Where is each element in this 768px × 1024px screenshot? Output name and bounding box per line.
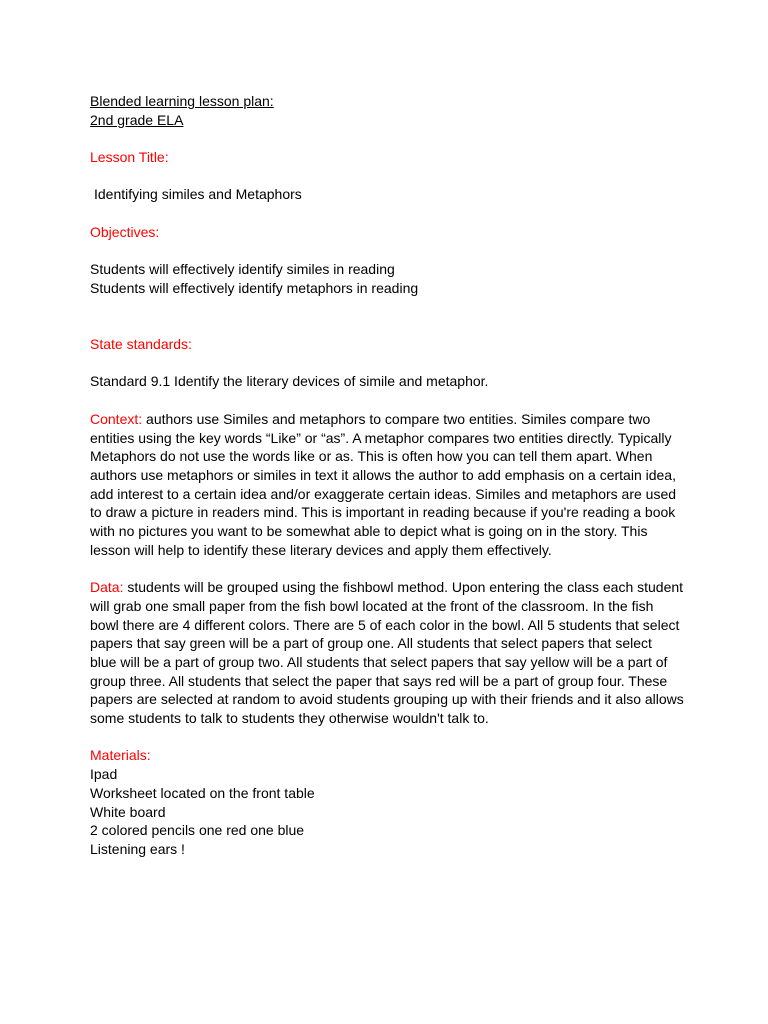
state-standards-value: Standard 9.1 Identify the literary devices of simile and metaphor. xyxy=(90,373,489,390)
context-label: Context: xyxy=(90,410,143,427)
context-text-line: entities using the key words “Like” or “as”. A metaphor compares two entities directly. Typically xyxy=(90,429,672,446)
materials-label: Materials: xyxy=(90,747,151,764)
document-title-line-2: 2nd grade ELA xyxy=(90,111,184,128)
materials-item: Ipad xyxy=(90,766,118,783)
context-text-line: to draw a picture in readers mind. This is important in reading because if you're reading a book xyxy=(90,504,676,521)
materials-item: Worksheet located on the front table xyxy=(90,784,315,801)
data-text-line: group three. All students that select the paper that says red will be a part of group four. These xyxy=(90,672,668,689)
data-text-line: bowl there are 4 different colors. There are 5 of each color in the bowl. All 5 students that select xyxy=(90,616,680,633)
lesson-plan-document xyxy=(90,92,690,859)
context-text-line: with no pictures you want to be somewhat able to depict what is going on in the story. This xyxy=(90,523,648,540)
data-paragraph xyxy=(90,578,690,728)
context-text-line: Metaphors do not use the words like or as. This is often how you can tell them apart. When xyxy=(90,448,653,465)
objective-item: Students will effectively identify metaphors in reading xyxy=(90,279,419,296)
context-text-line: add interest to a certain idea and/or exaggerate certain ideas. Similes and metaphors are used xyxy=(90,485,677,502)
objectives-label: Objectives: xyxy=(90,223,160,240)
context-text-line: authors use metaphors or similes in text it allows the author to add emphasis on a certain idea, xyxy=(90,466,676,483)
data-text-line: students will be grouped using the fishbowl method. Upon entering the class each student xyxy=(123,579,684,596)
objective-item: Students will effectively identify similes in reading xyxy=(90,261,395,278)
materials-item: White board xyxy=(90,803,166,820)
data-label: Data: xyxy=(90,579,124,596)
lesson-title-label: Lesson Title: xyxy=(90,149,169,166)
document-title-line-1: Blended learning lesson plan: xyxy=(90,93,274,109)
data-text-line: some students to talk to students they otherwise wouldn't talk to. xyxy=(90,710,489,727)
context-paragraph xyxy=(90,410,690,560)
data-text-line: will grab one small paper from the fish bowl located at the front of the classroom. In the fish xyxy=(90,597,654,614)
data-text-line: blue will be a part of group two. All students that select papers that say yellow will be a part of xyxy=(90,653,668,670)
materials-item: 2 colored pencils one red one blue xyxy=(90,822,305,839)
lesson-title-value: Identifying similes and Metaphors xyxy=(94,186,302,203)
data-text-line: papers are selected at random to avoid students grouping up with their friends and it also allows xyxy=(90,691,684,708)
data-text-line: papers that say green will be a part of group one. All students that select papers that select xyxy=(90,635,652,652)
materials-item: Listening ears ! xyxy=(90,840,185,857)
context-text-line: lesson will help to identify these literary devices and apply them effectively. xyxy=(90,541,552,558)
context-text-line: authors use Similes and metaphors to compare two entities. Similes compare two xyxy=(142,410,651,427)
state-standards-label: State standards: xyxy=(90,336,192,353)
